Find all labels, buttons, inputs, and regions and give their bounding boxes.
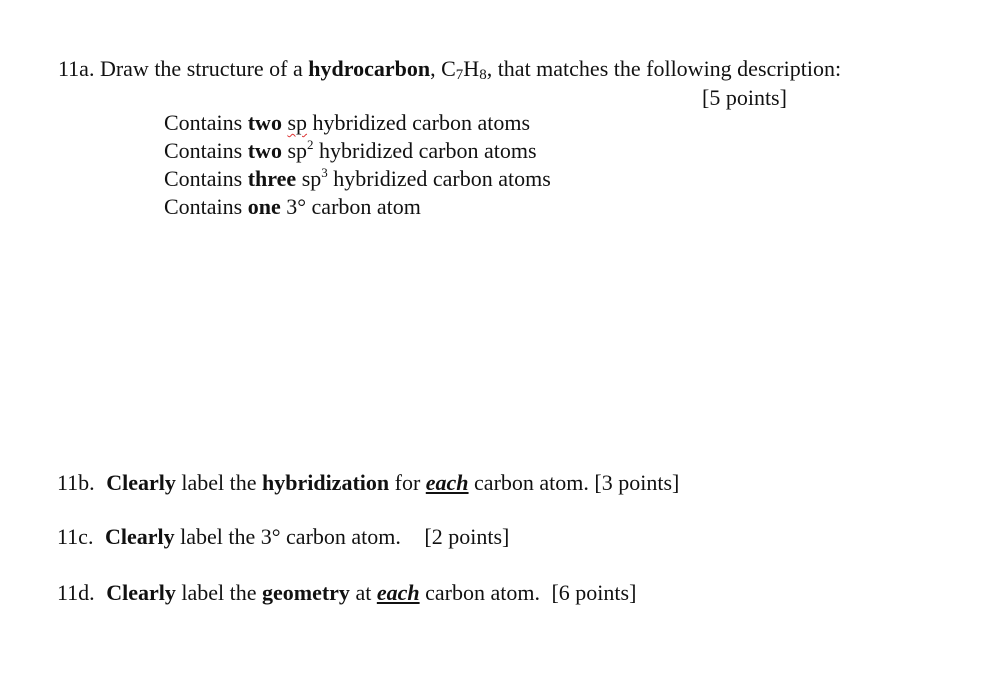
subscript: 7 — [455, 67, 464, 83]
question-11c — [57, 526, 509, 548]
question-11d — [57, 582, 636, 604]
bold-term: two — [247, 110, 282, 135]
points-label: [6 points] — [551, 580, 637, 605]
bold-term: Clearly — [104, 524, 175, 549]
question-text: carbon atom. — [474, 470, 589, 495]
superscript: 3 — [321, 165, 328, 180]
req-text: sp — [301, 166, 322, 191]
requirement-item — [164, 196, 421, 218]
superscript: 2 — [307, 137, 314, 152]
question-text: label the — [181, 580, 257, 605]
req-text: sp — [287, 138, 308, 163]
question-11a — [58, 56, 842, 83]
bold-term: Clearly — [106, 580, 176, 605]
bold-term: Clearly — [106, 470, 176, 495]
req-text: hybridized carbon atoms — [333, 166, 551, 191]
question-number: 11a. — [58, 56, 95, 81]
emphasis-term: each — [376, 580, 420, 605]
req-text: Contains — [164, 166, 243, 191]
question-text: carbon atom. — [425, 580, 540, 605]
question-text: Draw the structure of a — [99, 56, 303, 81]
question-number: 11b. — [57, 470, 95, 495]
bold-term: one — [247, 194, 281, 219]
req-text: hybridized carbon atoms — [319, 138, 537, 163]
bold-term: geometry — [261, 580, 350, 605]
bold-term: three — [247, 166, 297, 191]
points-label: [2 points] — [424, 524, 510, 549]
requirement-item — [164, 112, 530, 134]
req-text: carbon atom — [311, 194, 421, 219]
emphasis-term: each — [425, 470, 469, 495]
requirement-item — [164, 165, 551, 191]
bold-term: hybridization — [261, 470, 390, 495]
req-text: hybridized carbon atoms — [312, 110, 531, 135]
question-text: for — [394, 470, 421, 495]
req-text: 3° — [286, 194, 307, 219]
req-text: Contains — [164, 194, 243, 219]
question-text: at — [355, 580, 372, 605]
bold-term: hydrocarbon — [308, 56, 431, 81]
subscript: 8 — [479, 67, 487, 83]
req-text: Contains — [164, 138, 243, 163]
question-number: 11d. — [57, 580, 95, 605]
question-text: label the — [181, 470, 257, 495]
req-text: Contains — [164, 110, 243, 135]
points-label: [3 points] — [594, 470, 680, 495]
question-text: label the 3° carbon atom. — [180, 524, 401, 549]
points-label: [5 points] — [702, 85, 787, 110]
question-text: , C — [430, 56, 456, 81]
requirement-item — [164, 137, 537, 163]
question-11b — [57, 472, 679, 494]
question-number: 11c. — [57, 524, 94, 549]
spellcheck-word: sp — [287, 110, 308, 135]
question-text: , that matches the following description: — [486, 56, 842, 81]
bold-term: two — [247, 138, 282, 163]
question-text: H — [463, 56, 480, 81]
